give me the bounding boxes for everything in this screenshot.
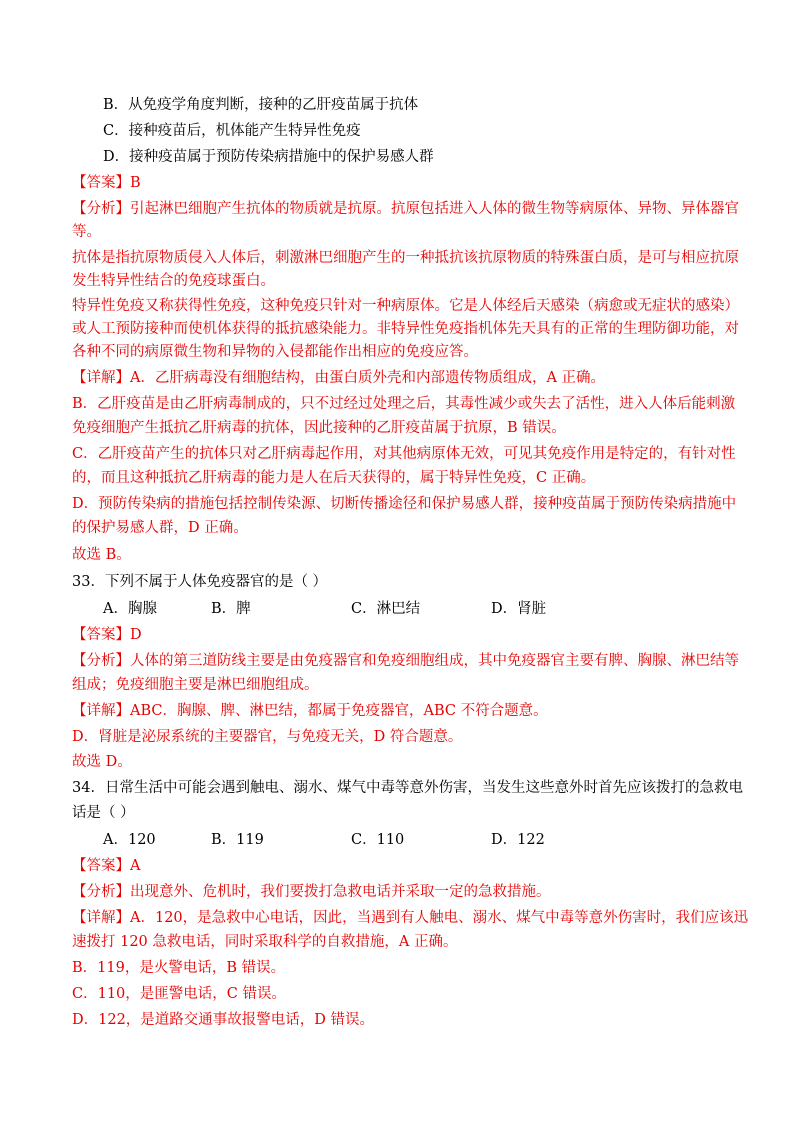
q34-detail-line: B．119，是火警电话，B 错误。 bbox=[72, 960, 286, 976]
q33-stem: 33．下列不属于人体免疫器官的是（ ） bbox=[72, 574, 328, 590]
q34-detail-line: D．122，是道路交通事故报警电话，D 错误。 bbox=[72, 1012, 375, 1028]
q32-analysis-line: 等。 bbox=[72, 224, 101, 240]
q33-answer: 【答案】D bbox=[72, 627, 142, 643]
q32-analysis-line: 特异性免疫又称获得性免疫，这种免疫只针对一种病原体。它是人体经后天感染（病愈或无症状的感染） bbox=[72, 298, 739, 314]
q34-detail-line: C．110，是匪警电话，C 错误。 bbox=[72, 986, 286, 1002]
q33-conclusion: 故选 D。 bbox=[72, 754, 132, 770]
q32-analysis-line: 发生特异性结合的免疫球蛋白。 bbox=[72, 273, 275, 289]
q34-stem-line: 话是（ ） bbox=[72, 805, 135, 821]
q32-detail-line: 的，而且这种抵抗乙肝病毒的能力是人在后天获得的，属于特异性免疫，C 正确。 bbox=[72, 470, 596, 486]
q33-option-c: C．淋巴结 bbox=[351, 601, 421, 617]
q32-detail-line: D．预防传染病的措施包括控制传染源、切断传播途径和保护易感人群，接种疫苗属于预防传染病措施中 bbox=[72, 496, 737, 512]
q32-detail-line: 的保护易感人群，D 正确。 bbox=[72, 520, 248, 536]
q32-detail-line: B．乙肝疫苗是由乙肝病毒制成的，只不过经过处理之后，其毒性减少或失去了活性，进入人体后能刺激 bbox=[72, 396, 736, 412]
q33-option-d: D．肾脏 bbox=[491, 601, 547, 617]
q32-option-d: D．接种疫苗属于预防传染病措施中的保护易感人群 bbox=[103, 149, 434, 165]
q34-stem-line: 34．日常生活中可能会遇到触电、溺水、煤气中毒等意外伤害，当发生这些意外时首先应该拨打的急救电 bbox=[72, 780, 743, 796]
q33-detail-line: 【详解】ABC．胸腺、脾、淋巴结，都属于免疫器官，ABC 不符合题意。 bbox=[72, 703, 548, 719]
q34-option-d: D．122 bbox=[491, 832, 545, 848]
q32-option-b: B．从免疫学角度判断，接种的乙肝疫苗属于抗体 bbox=[103, 97, 419, 113]
q34-answer: 【答案】A bbox=[72, 858, 141, 874]
q32-analysis-line: 【分析】引起淋巴细胞产生抗体的物质就是抗原。抗原包括进入人体的微生物等病原体、异物、异体器官 bbox=[72, 201, 739, 217]
q33-analysis-line: 【分析】人体的第三道防线主要是由免疫器官和免疫细胞组成，其中免疫器官主要有脾、胸腺、淋巴结等 bbox=[72, 653, 739, 669]
q32-analysis-line: 抗体是指抗原物质侵入人体后，刺激淋巴细胞产生的一种抵抗该抗原物质的特殊蛋白质，是可与相应抗原 bbox=[72, 250, 739, 266]
q32-analysis-line: 或人工预防接种而使机体获得的抵抗感染能力。非特异性免疫指机体先天具有的正常的生理防御功能，对 bbox=[72, 321, 739, 337]
q33-option-a: A．胸腺 bbox=[103, 601, 157, 617]
q34-detail-line: 速拨打 120 急救电话，同时采取科学的自救措施，A 正确。 bbox=[72, 934, 458, 950]
q32-option-c: C．接种疫苗后，机体能产生特异性免疫 bbox=[103, 123, 361, 139]
q32-conclusion: 故选 B。 bbox=[72, 547, 131, 563]
q32-detail-line: 免疫细胞产生抵抗乙肝病毒的抗体，因此接种的乙肝疫苗属于抗原，B 错误。 bbox=[72, 420, 566, 436]
q32-detail-line: 【详解】A．乙肝病毒没有细胞结构，由蛋白质外壳和内部遗传物质组成，A 正确。 bbox=[72, 370, 606, 386]
q34-option-a: A．120 bbox=[103, 832, 156, 848]
q32-detail-line: C．乙肝疫苗产生的抗体只对乙肝病毒起作用，对其他病原体无效，可见其免疫作用是特定的，有针对性 bbox=[72, 446, 736, 462]
q32-answer: 【答案】B bbox=[72, 175, 141, 191]
q34-analysis: 【分析】出现意外、危机时，我们要拨打急救电话并采取一定的急救措施。 bbox=[72, 884, 551, 900]
q33-option-b: B．脾 bbox=[211, 601, 251, 617]
q34-detail-line: 【详解】A．120，是急救中心电话，因此，当遇到有人触电、溺水、煤气中毒等意外伤害时，我们应该迅 bbox=[72, 910, 749, 926]
q33-analysis-line: 组成；免疫细胞主要是淋巴细胞组成。 bbox=[72, 677, 319, 693]
q34-option-c: C．110 bbox=[351, 832, 405, 848]
q34-option-b: B．119 bbox=[211, 832, 264, 848]
q32-analysis-line: 各种不同的病原微生物和异物的入侵都能作出相应的免疫应答。 bbox=[72, 344, 478, 360]
q33-detail-line: D．肾脏是泌尿系统的主要器官，与免疫无关，D 符合题意。 bbox=[72, 729, 463, 745]
